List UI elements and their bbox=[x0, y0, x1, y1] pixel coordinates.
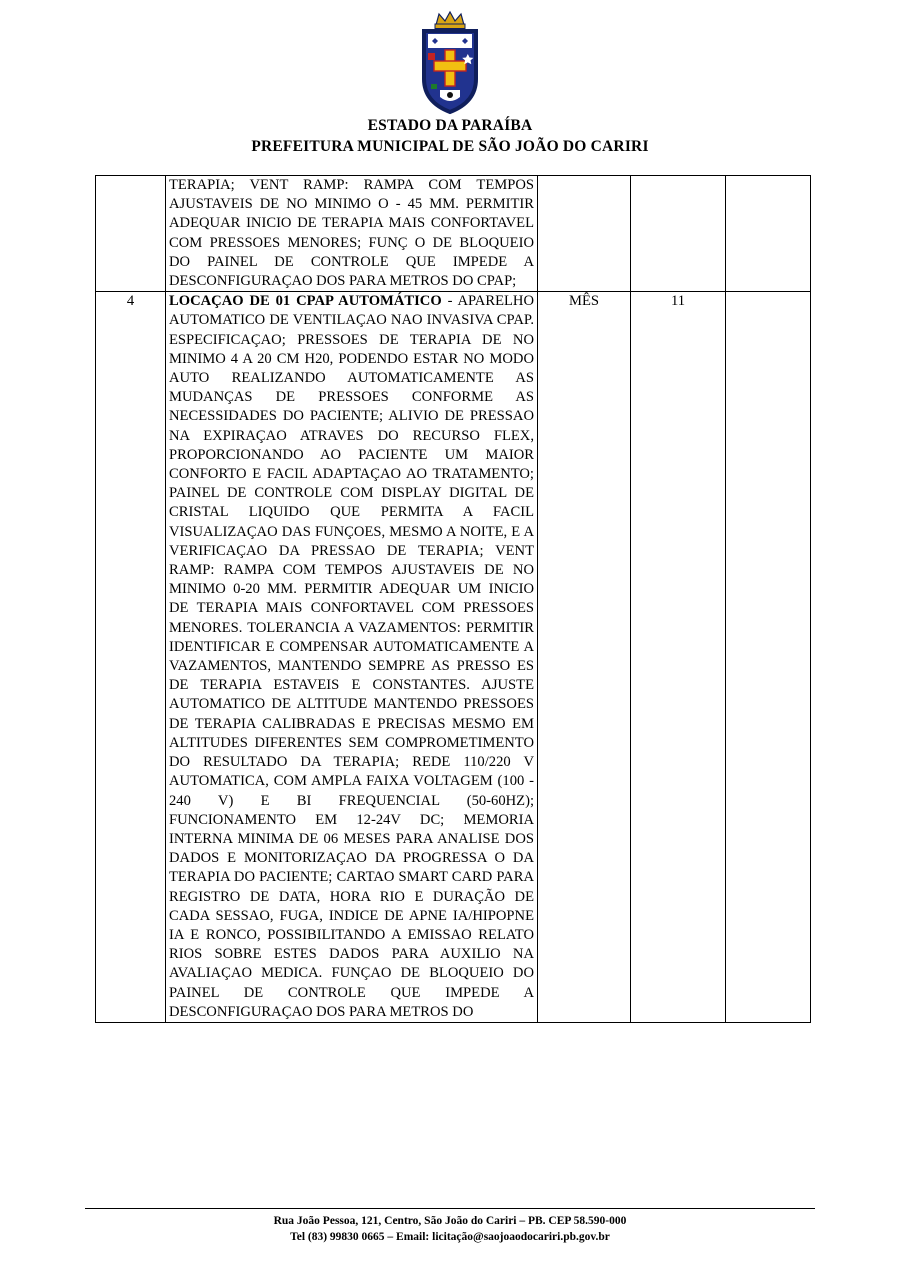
unit-cell: MÊS bbox=[538, 292, 631, 1023]
document-header bbox=[0, 0, 900, 157]
quantity-cell: 11 bbox=[631, 292, 726, 1023]
coat-of-arms-icon bbox=[411, 10, 489, 115]
state-title: ESTADO DA PARAÍBA bbox=[367, 117, 533, 134]
footer-contact: Tel (83) 99830 0665 – Email: licitação@saojoaodocariri.pb.gov.br bbox=[290, 1230, 610, 1243]
document-footer bbox=[0, 1208, 900, 1245]
item-number-cell bbox=[96, 176, 166, 292]
crown-icon bbox=[435, 12, 465, 29]
item-number-cell: 4 bbox=[96, 292, 166, 1023]
table-row-item-4 bbox=[96, 292, 811, 1023]
quantity-cell bbox=[631, 176, 726, 292]
description-cell bbox=[166, 292, 538, 1023]
empty-cell bbox=[726, 292, 811, 1023]
empty-cell bbox=[726, 176, 811, 292]
table-row-continuation bbox=[96, 176, 811, 292]
municipality-title: PREFEITURA MUNICIPAL DE SÃO JOÃO DO CARIRI bbox=[251, 138, 649, 155]
description-text: - APARELHO AUTOMATICO DE VENTILAÇAO NAO INVASIVA CPAP. ESPECIFICAÇAO; PRESSOES DE TERAPIA DE NO MINIMO 4 A 20 CM H20, PODENDO ESTAR NO MODO AUTO REALIZANDO AUTOMATICAMENTE AS MUDANÇAS DE PRESSOES CONFORME AS NECESSIDADES DO PACIENTE; ALIVIO DE PRESSAO NA EXPIRAÇAO ATRAVES DO RECURSO FLEX, PROPORCIONANDO AO PACIENTE UM MAIOR CONFORTO E FACIL ADAPTAÇAO AO TRATAMENTO; PAINEL DE CONTROLE COM DISPLAY DIGITAL DE CRISTAL LIQUIDO QUE PERMITA A FACIL VISUALIZAÇAO DAS FUNÇOES, MESMO A NOITE, E A VERIFICAÇAO DA PRESSAO DE TERAPIA; VENT RAMP: RAMPA COM TEMPOS AJUSTAVEIS DE NO MINIMO 0-20 MM. PERMITIR ADEQUAR UM INICIO DE TERAPIA MAIS CONFORTAVEL COM PRESSOES MENORES. TOLERANCIA A VAZAMENTOS: PERMITIR IDENTIFICAR E COMPENSAR AUTOMATICAMENTE A VAZAMENTOS, MANTENDO SEMPRE AS PRESSO ES DE TERAPIA ESTAVEIS E CONSTANTES. AJUSTE AUTOMATICO DE ALTITUDE MANTENDO PRESSOES DE TERAPIA CALIBRADAS E PRECISAS MESMO EM ALTITUDES DIFERENTES SEM COMPROMETIMENTO DO RESULTADO DA TERAPIA; REDE 110/220 V AUTOMATICA, COM AMPLA FAIXA VOLTAGEM (100 - 240 V) E BI FREQUENCIAL (50-60HZ); FUNCIONAMENTO EM 12-24V DC; MEMORIA INTERNA MINIMA DE 06 MESES PARA ANALISE DOS DADOS E MONITORIZAÇAO DA PROGRESSA O DA TERAPIA DO PACIENTE; CARTAO SMART CARD PARA REGISTRO DE DATA, HORA RIO E DURAÇÃO DE CADA SESSAO, FUGA, INDICE DE APNE IA/HIPOPNE IA E RONCO, POSSIBILITANDO A EMISSAO RELATO RIOS SOBRE ESTES DADOS PARA AUXILIO NA AVALIAÇAO MEDICA. FUNÇAO DE BLOQUEIO DO PAINEL DE CONTROLE QUE IMPEDE A DESCONFIGURAÇAO DOS PARA METROS DO bbox=[169, 293, 534, 1020]
footer-divider bbox=[85, 1208, 815, 1209]
items-table bbox=[95, 175, 811, 1023]
unit-cell bbox=[538, 176, 631, 292]
footer-address: Rua João Pessoa, 121, Centro, São João do Cariri – PB. CEP 58.590-000 bbox=[273, 1215, 627, 1227]
description-text: TERAPIA; VENT RAMP: RAMPA COM TEMPOS AJUSTAVEIS DE NO MINIMO O - 45 MM. PERMITIR ADEQUAR INICIO DE TERAPIA MAIS CONFORTAVEL COM PRESSOES MENORES; FUNÇ O DE BLOQUEIO DO PAINEL DE CONTROLE QUE IMPEDE A DESCONFIGURAÇAO DOS PARA METROS DO CPAP; bbox=[169, 177, 534, 290]
description-bold-text: LOCAÇAO DE 01 CPAP AUTOMÁTICO bbox=[169, 293, 442, 310]
description-cell bbox=[166, 176, 538, 292]
